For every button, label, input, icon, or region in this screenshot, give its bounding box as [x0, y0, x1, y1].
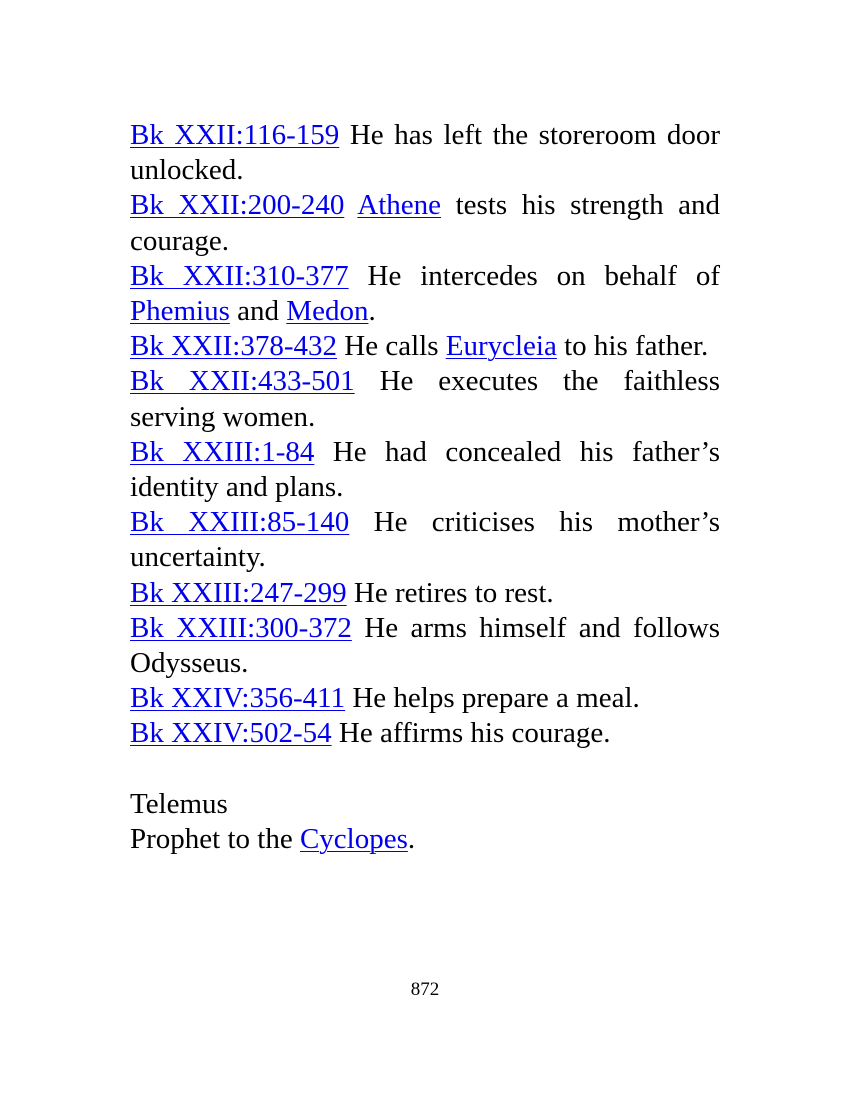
- entry-text: He executes the faithless serving women.: [130, 365, 720, 433]
- name-link-phemius[interactable]: Phemius: [130, 295, 230, 328]
- entry-xxiii-1: [130, 435, 720, 505]
- ref-link-xxiv-502-54[interactable]: Bk XXIV:502-54: [130, 717, 332, 750]
- ref-link-xxii-200-240[interactable]: Bk XXII:200-240: [130, 189, 345, 222]
- paragraph-gap: [130, 752, 720, 787]
- entry-text: He has left the storeroom door unlocked.: [130, 119, 720, 187]
- telemus-description: [130, 822, 720, 857]
- entry-text-end: .: [368, 295, 376, 328]
- entry-text: tests his strength and courage.: [130, 189, 720, 257]
- name-link-cyclopes[interactable]: Cyclopes: [299, 822, 408, 855]
- entry-text: He had concealed his father’s identity and plans.: [130, 435, 720, 504]
- entry-separator: [344, 189, 357, 221]
- entry-text: He criticises his mother’s uncertainty.: [130, 506, 720, 574]
- entry-xxii-433: [130, 364, 720, 434]
- ref-link-xxiii-300-372[interactable]: Bk XXIII:300-372: [130, 611, 352, 644]
- name-link-medon[interactable]: Medon: [286, 295, 369, 328]
- name-link-athene[interactable]: Athene: [357, 189, 442, 222]
- telemus-heading: Telemus: [130, 787, 228, 820]
- entry-text: He helps prepare a meal.: [345, 682, 640, 715]
- entry-text: He calls: [337, 330, 446, 363]
- entry-xxii-310: [130, 259, 720, 329]
- entry-xxii-200: [130, 188, 720, 258]
- ref-link-xxiii-247-299[interactable]: Bk XXIII:247-299: [130, 576, 347, 609]
- entry-text: He arms himself and follows Odysseus.: [130, 611, 720, 680]
- ref-link-xxiii-85-140[interactable]: Bk XXIII:85-140: [130, 506, 350, 539]
- entry-text-end: to his father.: [556, 330, 709, 363]
- entry-text: He retires to rest.: [346, 576, 554, 609]
- ref-link-xxii-310-377[interactable]: Bk XXII:310-377: [130, 259, 349, 292]
- name-link-eurycleia[interactable]: Eurycleia: [445, 330, 557, 363]
- ref-link-xxiv-356-411[interactable]: Bk XXIV:356-411: [130, 682, 346, 715]
- entry-xxiv-502: [130, 716, 720, 751]
- ref-link-xxii-116-159[interactable]: Bk XXII:116-159: [130, 119, 340, 151]
- entry-text: He intercedes on behalf of: [348, 259, 720, 292]
- entry-xxiii-247: [130, 576, 720, 611]
- entry-xxiv-356: [130, 681, 720, 716]
- ref-link-xxii-433-501[interactable]: Bk XXII:433-501: [130, 365, 355, 398]
- document-body: [130, 118, 720, 857]
- entry-xxii-378: [130, 329, 720, 364]
- entry-text: He affirms his courage.: [331, 717, 611, 750]
- entry-xxiii-300: [130, 611, 720, 681]
- page-number: 872: [410, 979, 440, 1000]
- entry-xxii-116: [130, 118, 720, 188]
- ref-link-xxiii-1-84[interactable]: Bk XXIII:1-84: [130, 435, 315, 468]
- telemus-suffix: .: [407, 822, 416, 855]
- telemus-prefix: Prophet to the: [130, 822, 300, 855]
- entry-text-mid: and: [229, 295, 287, 328]
- entry-xxiii-85: [130, 505, 720, 575]
- ref-link-xxii-378-432[interactable]: Bk XXII:378-432: [130, 330, 338, 363]
